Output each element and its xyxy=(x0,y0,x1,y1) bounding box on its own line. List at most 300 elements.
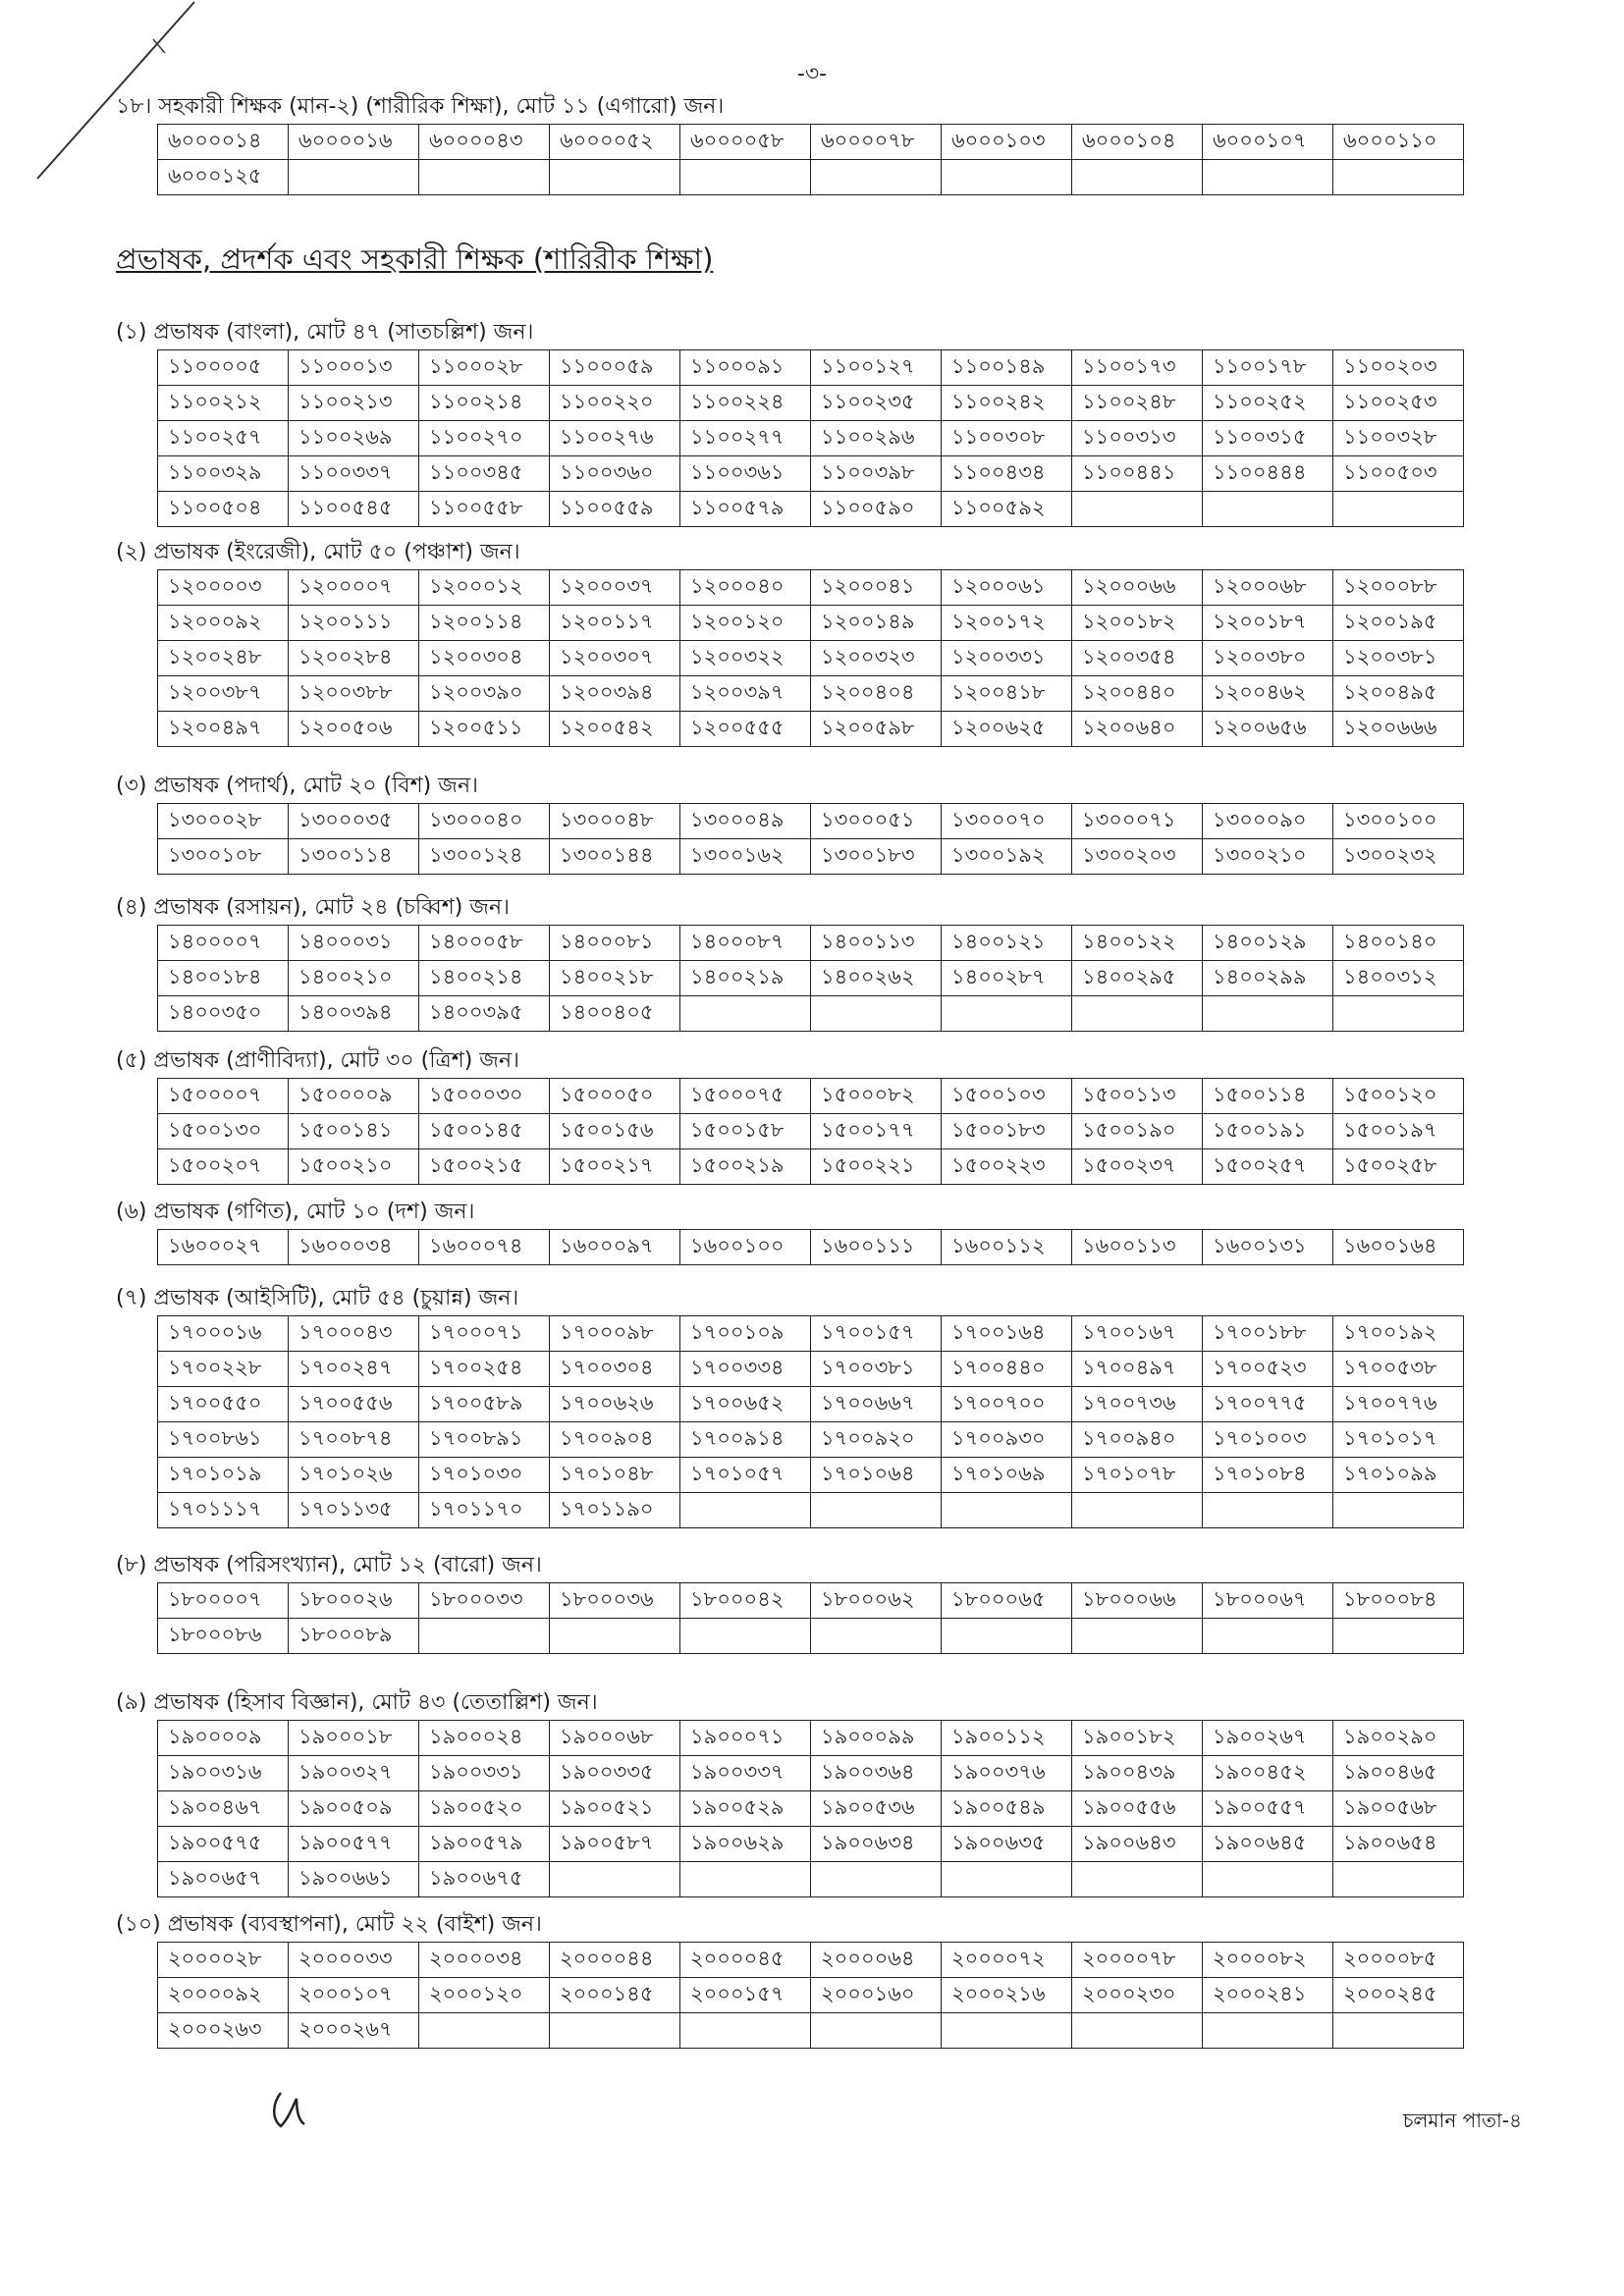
id-cell: ১৯০০৬৫৭ xyxy=(158,1862,289,1897)
id-cell: ১৪০০২৮৭ xyxy=(942,961,1072,996)
group-heading: (৬) প্রভাষক (গণিত), মোট ১০ (দশ) জন। xyxy=(116,1200,475,1224)
id-cell: ১৭০০১৬৭ xyxy=(1072,1316,1203,1352)
id-cell: ১১০০৪৩৪ xyxy=(942,456,1072,492)
id-cell: ১১০০৩২৮ xyxy=(1333,421,1464,456)
id-cell: ১৯০০৩৩১ xyxy=(419,1756,550,1791)
id-cell: ৬০০০০৫২ xyxy=(550,125,680,160)
id-cell: ১৪০০৩৯৪ xyxy=(289,996,419,1032)
table-row xyxy=(158,1114,1464,1149)
id-cell: ১২০০৪৯৭ xyxy=(158,712,289,747)
empty-cell xyxy=(1072,492,1203,527)
id-cell: ১৪০০২৯৯ xyxy=(1203,961,1333,996)
id-table xyxy=(157,569,1464,747)
id-table xyxy=(157,1720,1464,1897)
id-cell: ১৭০১০৮৪ xyxy=(1203,1458,1333,1493)
empty-cell xyxy=(811,1619,942,1654)
id-cell: ১৩০০০৯০ xyxy=(1203,804,1333,839)
id-cell: ১৭০০২৪৭ xyxy=(289,1352,419,1387)
id-group xyxy=(116,770,1464,875)
id-cell: ১২০০১১৪ xyxy=(419,606,550,641)
id-cell: ১৭০০৭৩৬ xyxy=(1072,1387,1203,1422)
id-cell: ৬০০০১২৫ xyxy=(158,160,289,195)
id-cell: ১৪০০১৮৪ xyxy=(158,961,289,996)
empty-cell xyxy=(419,2013,550,2049)
id-cell: ১৯০০৩২৭ xyxy=(289,1756,419,1791)
id-cell: ১৯০০৬২৯ xyxy=(680,1827,811,1862)
id-cell: ১৩০০১৯২ xyxy=(942,839,1072,875)
id-cell: ১৯০০৪৫২ xyxy=(1203,1756,1333,1791)
id-cell: ১৪০০২৯৫ xyxy=(1072,961,1203,996)
id-cell: ১৩০০১৪৪ xyxy=(550,839,680,875)
id-cell: ১৬০০১৬৪ xyxy=(1333,1230,1464,1265)
id-cell: ১৭০১০৪৮ xyxy=(550,1458,680,1493)
id-cell: ১৫০০১৯৭ xyxy=(1333,1114,1464,1149)
table-row xyxy=(158,1230,1464,1265)
id-cell: ১৯০০৪৩৯ xyxy=(1072,1756,1203,1791)
id-group xyxy=(116,316,1464,527)
id-group xyxy=(116,1044,1464,1185)
id-cell: ১৩০০০২৮ xyxy=(158,804,289,839)
empty-cell xyxy=(550,2013,680,2049)
id-cell: ১৭০০২২৮ xyxy=(158,1352,289,1387)
id-cell: ১৬০০১৩১ xyxy=(1203,1230,1333,1265)
id-cell: ১২০০২৪৮ xyxy=(158,641,289,676)
group-heading: (৩) প্রভাষক (পদার্থ), মোট ২০ (বিশ) জন। xyxy=(116,774,478,798)
id-cell: ১২০০৩০৭ xyxy=(550,641,680,676)
id-cell: ১২০০০০৭ xyxy=(289,570,419,606)
id-cell: ২০০০২৪৫ xyxy=(1333,1978,1464,2013)
id-cell: ১৮০০০৪২ xyxy=(680,1583,811,1619)
id-cell: ১৪০০২১০ xyxy=(289,961,419,996)
empty-cell xyxy=(811,160,942,195)
id-cell: ১১০০২২৪ xyxy=(680,386,811,421)
id-cell: ১৬০০১১১ xyxy=(811,1230,942,1265)
id-cell: ১২০০২৮৪ xyxy=(289,641,419,676)
id-cell: ১৮০০০৬৭ xyxy=(1203,1583,1333,1619)
id-cell: ১৭০০০১৬ xyxy=(158,1316,289,1352)
id-cell: ১২০০১৮২ xyxy=(1072,606,1203,641)
id-cell: ১৩০০১১৪ xyxy=(289,839,419,875)
id-cell: ১১০০২৩৫ xyxy=(811,386,942,421)
empty-cell xyxy=(1203,492,1333,527)
id-cell: ১২০০৫০৬ xyxy=(289,712,419,747)
id-cell: ১১০০২২০ xyxy=(550,386,680,421)
id-cell: ১২০০০১২ xyxy=(419,570,550,606)
id-cell: ১৭০১০১৭ xyxy=(1333,1422,1464,1458)
group-heading: (৫) প্রভাষক (প্রাণীবিদ্যা), মোট ৩০ (ত্রিশ) জন। xyxy=(116,1048,519,1073)
id-cell: ১৩০০২৩২ xyxy=(1333,839,1464,875)
id-cell: ১৩০০০৭০ xyxy=(942,804,1072,839)
id-cell: ১১০০২৭৬ xyxy=(550,421,680,456)
id-cell: ১৭০০৭৭৫ xyxy=(1203,1387,1333,1422)
table-row xyxy=(158,961,1464,996)
id-group xyxy=(116,891,1464,1032)
id-cell: ১৩০০২১০ xyxy=(1203,839,1333,875)
id-table xyxy=(157,1582,1464,1654)
id-cell: ১১০০৫৪৫ xyxy=(289,492,419,527)
id-cell: ১৯০০২৯০ xyxy=(1333,1721,1464,1756)
id-cell: ৬০০০০৭৮ xyxy=(811,125,942,160)
id-cell: ১৪০০২১৪ xyxy=(419,961,550,996)
id-cell: ১৩০০২০৩ xyxy=(1072,839,1203,875)
id-cell: ১৯০০৫৬৮ xyxy=(1333,1791,1464,1827)
empty-cell xyxy=(1203,1862,1333,1897)
empty-cell xyxy=(942,160,1072,195)
table-row xyxy=(158,1352,1464,1387)
id-cell: ১৮০০০৩৩ xyxy=(419,1583,550,1619)
id-cell: ১১০০৪৪১ xyxy=(1072,456,1203,492)
id-cell: ২০০০০৮৫ xyxy=(1333,1943,1464,1978)
id-cell: ১১০০০০৫ xyxy=(158,350,289,386)
empty-cell xyxy=(1203,1619,1333,1654)
id-cell: ১৮০০০৬৫ xyxy=(942,1583,1072,1619)
id-cell: ৬০০০১০৭ xyxy=(1203,125,1333,160)
id-cell: ১৯০০৫২১ xyxy=(550,1791,680,1827)
id-cell: ১৩০০১০০ xyxy=(1333,804,1464,839)
id-cell: ১৫০০০০৯ xyxy=(289,1079,419,1114)
group-heading: (৮) প্রভাষক (পরিসংখ্যান), মোট ১২ (বারো) জন। xyxy=(116,1553,542,1577)
id-cell: ১৬০০০২৭ xyxy=(158,1230,289,1265)
id-cell: ১১০০০৯১ xyxy=(680,350,811,386)
id-cell: ১৫০০১০৩ xyxy=(942,1079,1072,1114)
id-table xyxy=(157,925,1464,1032)
id-cell: ২০০০২৪১ xyxy=(1203,1978,1333,2013)
id-cell: ১৭০০১৯২ xyxy=(1333,1316,1464,1352)
empty-cell xyxy=(942,1619,1072,1654)
id-table xyxy=(157,349,1464,527)
table-row xyxy=(158,1791,1464,1827)
table-row xyxy=(158,1978,1464,2013)
id-cell: ১৬০০১১৩ xyxy=(1072,1230,1203,1265)
id-cell: ১২০০৬২৫ xyxy=(942,712,1072,747)
empty-cell xyxy=(1072,1862,1203,1897)
id-cell: ১৪০০৪০৫ xyxy=(550,996,680,1032)
id-cell: ১৪০০৩১২ xyxy=(1333,961,1464,996)
id-cell: ১২০০৬৫৬ xyxy=(1203,712,1333,747)
id-cell: ১৪০০০৫৮ xyxy=(419,926,550,961)
id-cell: ১৫০০১১৪ xyxy=(1203,1079,1333,1114)
id-cell: ৬০০০১১০ xyxy=(1333,125,1464,160)
id-cell: ১২০০৩৯০ xyxy=(419,676,550,712)
id-cell: ১৪০০০৮১ xyxy=(550,926,680,961)
id-cell: ২০০০১৫৭ xyxy=(680,1978,811,2013)
id-cell: ১২০০৩৮১ xyxy=(1333,641,1464,676)
id-cell: ১৯০০০১৮ xyxy=(289,1721,419,1756)
table-row xyxy=(158,1721,1464,1756)
id-cell: ১১০০২৫৭ xyxy=(158,421,289,456)
id-cell: ১৭০১০৭৮ xyxy=(1072,1458,1203,1493)
section-title: প্রভাষক, প্রদর্শক এবং সহকারী শিক্ষক (শারিরীক শিক্ষা) xyxy=(116,242,714,276)
table-row xyxy=(158,1493,1464,1528)
id-cell: ১৫০০২৫৮ xyxy=(1333,1149,1464,1185)
id-cell: ৬০০০১০৩ xyxy=(942,125,1072,160)
id-cell: ১২০০০৬১ xyxy=(942,570,1072,606)
id-cell: ১১০০১৪৯ xyxy=(942,350,1072,386)
id-cell: ১১০০০৫৯ xyxy=(550,350,680,386)
id-cell: ১৯০০৬৩৫ xyxy=(942,1827,1072,1862)
id-cell: ১৭০০৫৫০ xyxy=(158,1387,289,1422)
id-cell: ৬০০০০১৪ xyxy=(158,125,289,160)
id-cell: ১২০০৩৯৭ xyxy=(680,676,811,712)
id-cell: ১৫০০২৩৭ xyxy=(1072,1149,1203,1185)
id-cell: ১৪০০১১৩ xyxy=(811,926,942,961)
id-cell: ১৭০১০২৬ xyxy=(289,1458,419,1493)
id-cell: ১১০০২১৪ xyxy=(419,386,550,421)
table-row xyxy=(158,350,1464,386)
empty-cell xyxy=(1333,2013,1464,2049)
group-heading: (৭) প্রভাষক (আইসিটি), মোট ৫৪ (চুয়ান্ন) জন। xyxy=(116,1286,519,1310)
id-cell: ১৯০০২৬৭ xyxy=(1203,1721,1333,1756)
id-cell: ১৩০০০৪০ xyxy=(419,804,550,839)
id-cell: ১৯০০৬৪৩ xyxy=(1072,1827,1203,1862)
id-cell: ১৪০০০৩১ xyxy=(289,926,419,961)
id-cell: ১৬০০০৯৭ xyxy=(550,1230,680,1265)
id-cell: ১৭০০৯০৪ xyxy=(550,1422,680,1458)
id-cell: ১৭০০১৫৭ xyxy=(811,1316,942,1352)
id-cell: ১১০০৩৬১ xyxy=(680,456,811,492)
id-cell: ৬০০০০৪৩ xyxy=(419,125,550,160)
id-cell: ২০০০০৮২ xyxy=(1203,1943,1333,1978)
id-cell: ১১০০৩২৯ xyxy=(158,456,289,492)
id-table xyxy=(157,1078,1464,1185)
empty-cell xyxy=(1333,1619,1464,1654)
id-cell: ২০০০০৯২ xyxy=(158,1978,289,2013)
empty-cell xyxy=(1203,160,1333,195)
id-group xyxy=(116,1549,1464,1654)
id-cell: ১৭০০০৪৩ xyxy=(289,1316,419,1352)
id-cell: ১২০০৩৯৪ xyxy=(550,676,680,712)
id-cell: ১৭০১১১৭ xyxy=(158,1493,289,1528)
id-cell: ১৪০০৩৯৫ xyxy=(419,996,550,1032)
table-row xyxy=(158,1316,1464,1352)
id-cell: ১৬০০১০০ xyxy=(680,1230,811,1265)
id-cell: ১৫০০১৫৬ xyxy=(550,1114,680,1149)
table-row xyxy=(158,2013,1464,2049)
id-cell: ১৭০০৮৯১ xyxy=(419,1422,550,1458)
id-cell: ১৭০০৬২৬ xyxy=(550,1387,680,1422)
table-row xyxy=(158,492,1464,527)
id-cell: ১২০০১৯৫ xyxy=(1333,606,1464,641)
id-cell: ১৫০০১৫৮ xyxy=(680,1114,811,1149)
id-cell: ১২০০৫৪২ xyxy=(550,712,680,747)
id-cell: ১৩০০১০৮ xyxy=(158,839,289,875)
id-cell: ১১০০২৬৯ xyxy=(289,421,419,456)
table-row xyxy=(158,1827,1464,1862)
table-row xyxy=(158,1619,1464,1654)
id-cell: ১৪০০৩৫০ xyxy=(158,996,289,1032)
table-row xyxy=(158,996,1464,1032)
id-cell: ১১০০৫৫৮ xyxy=(419,492,550,527)
id-group xyxy=(116,1908,1464,2049)
group-heading: (১) প্রভাষক (বাংলা), মোট ৪৭ (সাতচল্লিশ) জন। xyxy=(116,320,534,345)
id-cell: ১২০০১১১ xyxy=(289,606,419,641)
id-cell: ১৭০০৭৭৬ xyxy=(1333,1387,1464,1422)
id-cell: ১৪০০১২১ xyxy=(942,926,1072,961)
id-cell: ১২০০৪০৪ xyxy=(811,676,942,712)
table-row xyxy=(158,1149,1464,1185)
table-row xyxy=(158,125,1464,160)
id-cell: ১৭০০২৫৪ xyxy=(419,1352,550,1387)
empty-cell xyxy=(942,1493,1072,1528)
id-cell: ১১০০১৭৮ xyxy=(1203,350,1333,386)
id-cell: ১১০০১৭৩ xyxy=(1072,350,1203,386)
id-cell: ১৯০০৫৭৭ xyxy=(289,1827,419,1862)
id-cell: ১২০০৫১১ xyxy=(419,712,550,747)
id-cell: ২০০০১৪৫ xyxy=(550,1978,680,2013)
id-cell: ১৯০০৬৩৪ xyxy=(811,1827,942,1862)
id-cell: ১৭০০৮৬১ xyxy=(158,1422,289,1458)
table-row xyxy=(158,1943,1464,1978)
table-row xyxy=(158,839,1464,875)
table-row xyxy=(158,456,1464,492)
id-cell: ১১০০২১৩ xyxy=(289,386,419,421)
id-cell: ১৭০০৬৫২ xyxy=(680,1387,811,1422)
id-cell: ১৯০০০৭১ xyxy=(680,1721,811,1756)
empty-cell xyxy=(1072,1619,1203,1654)
empty-cell xyxy=(1333,160,1464,195)
empty-cell xyxy=(680,160,811,195)
group-heading: (১০) প্রভাষক (ব্যবস্থাপনা), মোট ২২ (বাইশ) জন। xyxy=(116,1912,542,1937)
id-cell: ১২০০৩৮৮ xyxy=(289,676,419,712)
id-cell: ১৭০১০৬৯ xyxy=(942,1458,1072,1493)
id-cell: ১৯০০৬৫৪ xyxy=(1333,1827,1464,1862)
id-cell: ১১০০২১২ xyxy=(158,386,289,421)
id-cell: ১১০০৪৪৪ xyxy=(1203,456,1333,492)
id-cell: ১২০০০৬৬ xyxy=(1072,570,1203,606)
id-cell: ১৩০০১৬২ xyxy=(680,839,811,875)
id-cell: ১৭০০৫২৩ xyxy=(1203,1352,1333,1387)
id-cell: ১৯০০৫৭৫ xyxy=(158,1827,289,1862)
id-cell: ১৩০০০৪৯ xyxy=(680,804,811,839)
id-cell: ১১০০৩৯৮ xyxy=(811,456,942,492)
id-cell: ১২০০৫৯৮ xyxy=(811,712,942,747)
id-cell: ১১০০২৫৩ xyxy=(1333,386,1464,421)
id-cell: ১২০০১১৭ xyxy=(550,606,680,641)
empty-cell xyxy=(811,996,942,1032)
id-cell: ২০০০১৬০ xyxy=(811,1978,942,2013)
id-cell: ২০০০২৬৭ xyxy=(289,2013,419,2049)
id-table xyxy=(157,803,1464,875)
id-cell: ১১০০২৭৭ xyxy=(680,421,811,456)
signature-mark xyxy=(267,2089,306,2132)
id-cell: ১১০০০১৩ xyxy=(289,350,419,386)
id-cell: ১৯০০১১২ xyxy=(942,1721,1072,1756)
empty-cell xyxy=(1333,996,1464,1032)
id-cell: ১৭০০১০৯ xyxy=(680,1316,811,1352)
id-cell: ১২০০৩৩১ xyxy=(942,641,1072,676)
id-cell: ১৭০০১৬৪ xyxy=(942,1316,1072,1352)
id-cell: ১৯০০৩৩৭ xyxy=(680,1756,811,1791)
empty-cell xyxy=(811,1493,942,1528)
id-cell: ১১০০৫৫৯ xyxy=(550,492,680,527)
id-cell: ১৮০০০৮৯ xyxy=(289,1619,419,1654)
id-cell: ১৭০১১৩৫ xyxy=(289,1493,419,1528)
id-cell: ১৪০০১২২ xyxy=(1072,926,1203,961)
id-cell: ১৫০০২২৩ xyxy=(942,1149,1072,1185)
id-cell: ১৭০১১৯০ xyxy=(550,1493,680,1528)
id-cell: ১২০০৬৬৬ xyxy=(1333,712,1464,747)
id-cell: ১১০০২৯৬ xyxy=(811,421,942,456)
empty-cell xyxy=(1072,2013,1203,2049)
id-cell: ১৯০০০৯৯ xyxy=(811,1721,942,1756)
id-cell: ১৪০০০০৭ xyxy=(158,926,289,961)
id-cell: ১৯০০৬৬১ xyxy=(289,1862,419,1897)
group-heading: (৯) প্রভাষক (হিসাব বিজ্ঞান), মোট ৪৩ (তেতাল্লিশ) জন। xyxy=(116,1690,598,1715)
id-cell: ১১০০৩৩৭ xyxy=(289,456,419,492)
id-cell: ১৯০০৫৩৬ xyxy=(811,1791,942,1827)
id-cell: ১৮০০০৮৬ xyxy=(158,1619,289,1654)
id-cell: ১২০০৪৬২ xyxy=(1203,676,1333,712)
id-cell: ২০০০২৩০ xyxy=(1072,1978,1203,2013)
id-cell: ১৯০০৫৫৬ xyxy=(1072,1791,1203,1827)
group-heading: (২) প্রভাষক (ইংরেজী), মোট ৫০ (পঞ্চাশ) জন। xyxy=(116,540,520,564)
id-cell: ১৭০০৯১৪ xyxy=(680,1422,811,1458)
id-cell: ১৮০০০৩৬ xyxy=(550,1583,680,1619)
id-cell: ১২০০৪৯৫ xyxy=(1333,676,1464,712)
id-cell: ১৫০০১৮৩ xyxy=(942,1114,1072,1149)
group-heading: (৪) প্রভাষক (রসায়ন), মোট ২৪ (চব্বিশ) জন। xyxy=(116,895,510,920)
id-cell: ১৭০১০৫৭ xyxy=(680,1458,811,1493)
id-group xyxy=(116,536,1464,747)
id-cell: ১৫০০১৭৭ xyxy=(811,1114,942,1149)
empty-cell xyxy=(680,2013,811,2049)
id-cell: ১১০০৩৬০ xyxy=(550,456,680,492)
id-cell: ১২০০০৯২ xyxy=(158,606,289,641)
id-cell: ১৯০০৪৬৫ xyxy=(1333,1756,1464,1791)
id-cell: ১৭০১০৯৯ xyxy=(1333,1458,1464,1493)
id-cell: ১২০০০৮৮ xyxy=(1333,570,1464,606)
group-heading: ১৮। সহকারী শিক্ষক (মান-২) (শারীরিক শিক্ষা), মোট ১১ (এগারো) জন। xyxy=(116,94,725,119)
continuation-note: চলমান পাতা-৪ xyxy=(1402,2109,1522,2132)
id-cell: ২০০০১০৭ xyxy=(289,1978,419,2013)
empty-cell xyxy=(550,160,680,195)
id-cell: ১২০০০৪০ xyxy=(680,570,811,606)
id-cell: ১৫০০১৩০ xyxy=(158,1114,289,1149)
table-row xyxy=(158,1458,1464,1493)
empty-cell xyxy=(1072,996,1203,1032)
id-cell: ১৭০০৪৯৭ xyxy=(1072,1352,1203,1387)
id-cell: ১৭০০০৭১ xyxy=(419,1316,550,1352)
id-cell: ১৫০০১৯১ xyxy=(1203,1114,1333,1149)
id-cell: ১৭০১০০৩ xyxy=(1203,1422,1333,1458)
id-cell: ২০০০১২০ xyxy=(419,1978,550,2013)
id-cell: ১৩০০০৭১ xyxy=(1072,804,1203,839)
id-cell: ১৭০০৩০৪ xyxy=(550,1352,680,1387)
id-cell: ১৯০০০৬৮ xyxy=(550,1721,680,1756)
id-cell: ১৯০০৫২০ xyxy=(419,1791,550,1827)
id-cell: ১৫০০২২১ xyxy=(811,1149,942,1185)
table-row xyxy=(158,1862,1464,1897)
id-cell: ১১০০০২৮ xyxy=(419,350,550,386)
empty-cell xyxy=(289,160,419,195)
id-cell: ১১০০১২৭ xyxy=(811,350,942,386)
id-cell: ১১০০৫৭৯ xyxy=(680,492,811,527)
id-cell: ১৫০০১৯০ xyxy=(1072,1114,1203,1149)
table-row xyxy=(158,676,1464,712)
id-table xyxy=(157,1315,1464,1528)
id-cell: ১৫০০০৭৫ xyxy=(680,1079,811,1114)
id-cell: ২০০০২১৬ xyxy=(942,1978,1072,2013)
id-cell: ১১০০৫৯০ xyxy=(811,492,942,527)
empty-cell xyxy=(680,996,811,1032)
id-cell: ১৭০০৯২০ xyxy=(811,1422,942,1458)
id-cell: ১১০০২৪২ xyxy=(942,386,1072,421)
empty-cell xyxy=(1203,996,1333,1032)
id-cell: ২০০০০৪৪ xyxy=(550,1943,680,1978)
id-cell: ১৯০০১৮২ xyxy=(1072,1721,1203,1756)
id-cell: ১২০০০৩৭ xyxy=(550,570,680,606)
id-cell: ১৮০০০৬৬ xyxy=(1072,1583,1203,1619)
